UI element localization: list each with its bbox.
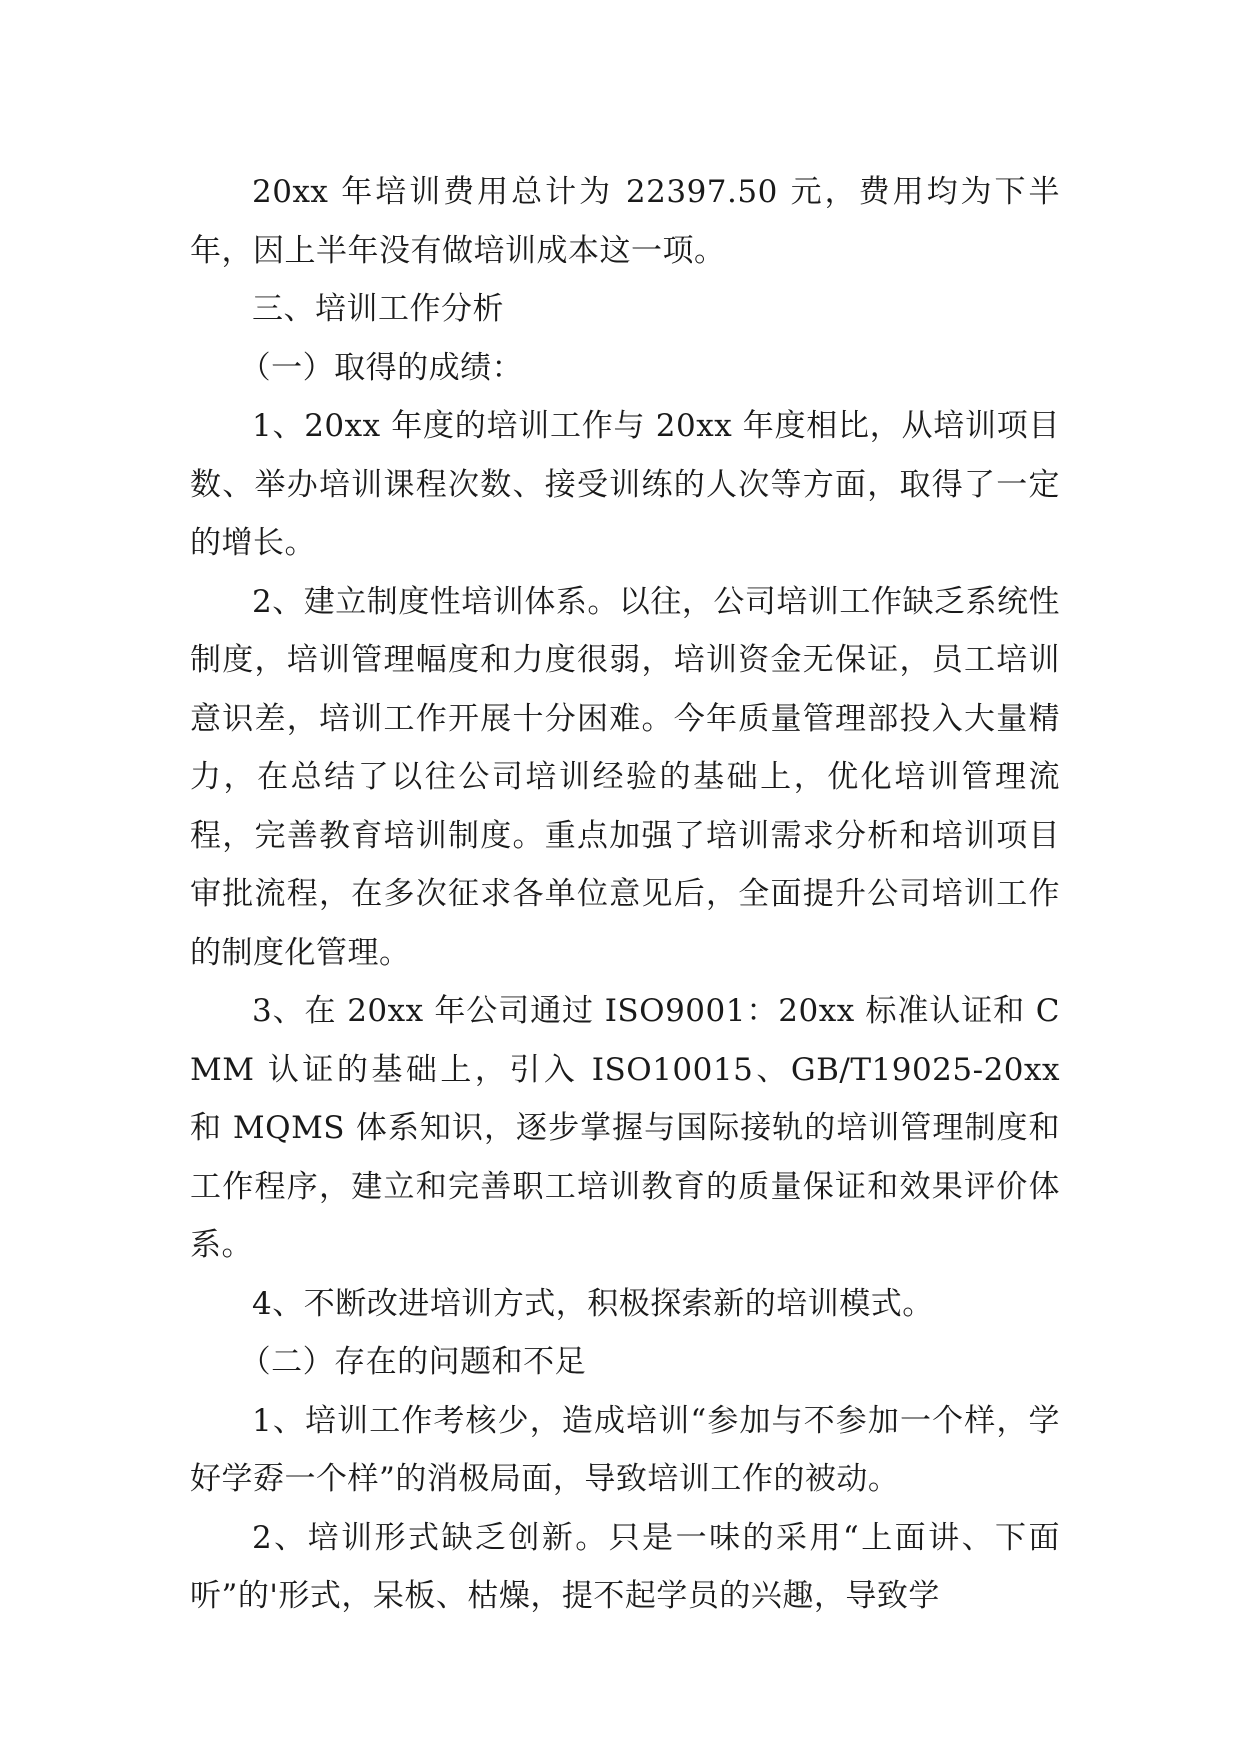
paragraph-achievement-2: 2、建立制度性培训体系。以往，公司培训工作缺乏系统性制度，培训管理幅度和力度很弱，培训资金无保证，员工培训意识差，培训工作开展十分困难。今年质量管理部投入大量精力，在总结了以往公司培训经验的基础上，优化培训管理流程，完善教育培训制度。重点加强了培训需求分析和培训项目审批流程，在多次征求各单位意见后，全面提升公司培训工作的制度化管理。 <box>190 583 1060 971</box>
paragraph-achievement-1: 1、20xx 年度的培训工作与 20xx 年度相比，从培训项目数、举办培训课程次数、接受训练的人次等方面，取得了一定的增长。 <box>190 408 1060 561</box>
subheading-problems: （二）存在的问题和不足 <box>239 1344 587 1380</box>
document-body <box>190 163 1060 1626</box>
paragraph-achievement-3: 3、在 20xx 年公司通过 ISO9001：20xx 标准认证和 CMM 认证的基础上，引入 ISO10015、GB/T19025-20xx 和 MQMS 体系知识，逐步掌握与国际接轨的培训管理制度和工作程序，建立和完善职工培训教育的质量保证和效果评价体系。 <box>190 993 1060 1263</box>
paragraph-training-cost: 20xx 年培训费用总计为 22397.50 元，费用均为下半年，因上半年没有做培训成本这一项。 <box>190 174 1060 269</box>
paragraph-problem-2: 2、培训形式缺乏创新。只是一味的采用“上面讲、下面听”的'形式，呆板、枯燥，提不起学员的兴趣，导致学 <box>190 1519 1060 1614</box>
section-heading-training-analysis: 三、培训工作分析 <box>252 291 504 327</box>
paragraph-achievement-4: 4、不断改进培训方式，积极探索新的培训模式。 <box>252 1285 934 1322</box>
subheading-achievements: （一）取得的成绩： <box>239 349 524 386</box>
paragraph-problem-1: 1、培训工作考核少，造成培训“参加与不参加一个样，学好学孬一个样”的消极局面，导致培训工作的被动。 <box>190 1402 1060 1497</box>
